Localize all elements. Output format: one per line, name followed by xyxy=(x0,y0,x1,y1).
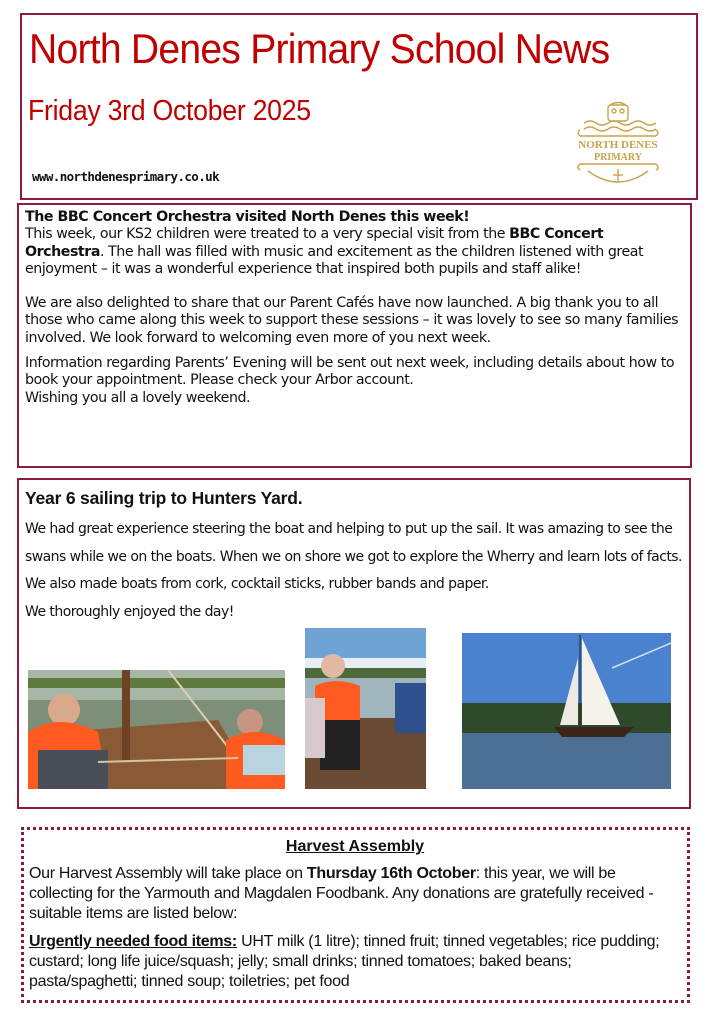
text-span: This week, our KS2 children were treated to a very special visit from the xyxy=(25,226,510,243)
newsletter-header xyxy=(20,13,698,200)
article-paragraph xyxy=(25,226,684,278)
svg-text:PRIMARY: PRIMARY xyxy=(594,152,642,163)
article-paragraph: Wishing you all a lovely weekend. xyxy=(25,389,251,406)
text-span: Our Harvest Assembly will take place on xyxy=(29,865,307,882)
text-span: . The hall was filled with music and excitement as the children listened with great enjoyment – it was a wonderful experience that inspired both pupils and staff alike! xyxy=(25,243,644,277)
article-closing: We thoroughly enjoyed the day! xyxy=(25,603,234,620)
bold-text: Thursday 16th October xyxy=(306,865,476,882)
urgent-label: Urgently needed food items: xyxy=(29,933,237,950)
harvest-assembly-notice xyxy=(21,827,690,1003)
text-span: : this year, we will be collecting for the Yarmouth and Magdalen Foodbank. Any donations are gratefully received - suitable items are listed below: xyxy=(29,865,654,922)
urgent-items-list: UHT milk (1 litre); tinned fruit; tinned vegetables; rice pudding; custard; long life juice/squash; jelly; small drinks; tinned tomatoes; baked beans; pasta/spaghetti; tinned soup; toiletries; pet food xyxy=(29,933,660,990)
article-heading: Year 6 sailing trip to Hunters Yard. xyxy=(25,488,303,508)
newsletter-title: North Denes Primary School News xyxy=(29,25,610,72)
article-heading: The BBC Concert Orchestra visited North Denes this week! xyxy=(25,209,470,225)
article-sailing-trip xyxy=(17,478,691,809)
bold-text: BBC Concert Orchestra xyxy=(25,226,604,260)
harvest-title: Harvest Assembly xyxy=(285,838,425,855)
urgent-items-paragraph xyxy=(29,932,681,992)
school-crest-icon xyxy=(570,101,666,195)
photo-sailing-boat xyxy=(462,633,671,789)
harvest-paragraph xyxy=(29,864,681,924)
article-paragraph: Information regarding Parents’ Evening will be sent out next week, including details about how to book your appointment. Please check your Arbor account. xyxy=(25,355,675,389)
newsletter-date: Friday 3rd October 2025 xyxy=(28,95,311,127)
article-paragraph: We are also delighted to share that our Parent Cafés have now launched. A big thank you to all those who came along this week to support these sessions – it was lovely to see so many families involved. We look forward to welcoming even more of you next week. xyxy=(25,295,679,346)
photo-pupils-on-boat xyxy=(28,670,285,789)
photo-pupil-in-life-jacket xyxy=(305,628,426,789)
website-link[interactable]: www.northdenesprimary.co.uk xyxy=(32,169,219,184)
svg-text:NORTH DENES: NORTH DENES xyxy=(578,139,658,151)
article-paragraph: We had great experience steering the boat and helping to put up the sail. It was amazing to see the swans while we on the boats. When we on shore we got to explore the Wherry and learn lots of facts. We also made boats from cork, cocktail sticks, rubber bands and paper. xyxy=(25,521,682,593)
school-logo xyxy=(570,101,666,195)
article-bbc-orchestra xyxy=(17,203,692,468)
